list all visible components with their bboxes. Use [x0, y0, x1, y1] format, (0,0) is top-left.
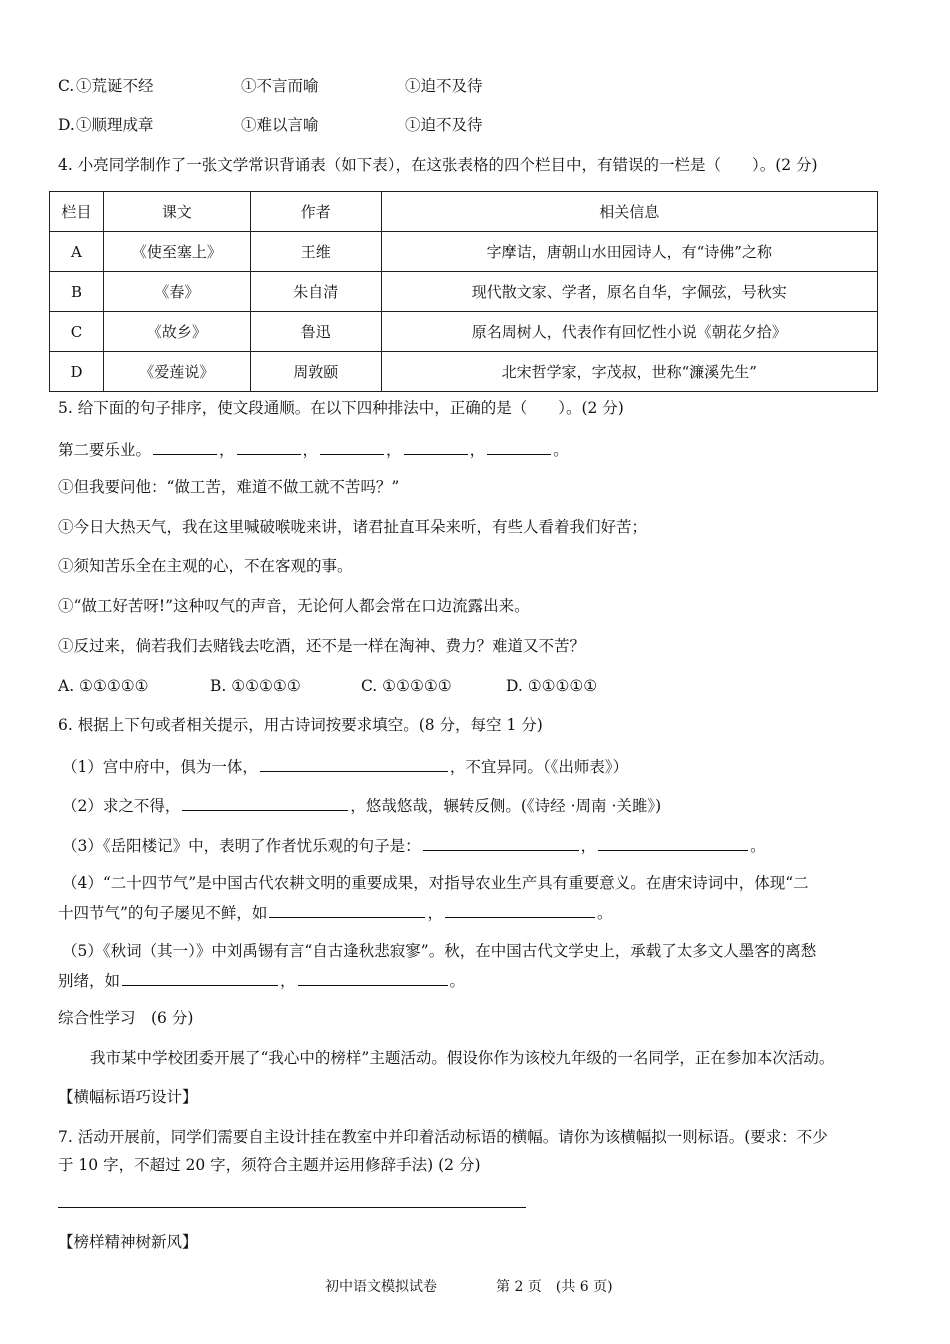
q3-option-c [58, 75, 74, 97]
literature-table [49, 191, 878, 392]
q5-sentence: ①今日大热天气，我在这里喊破喉咙来讲，诸君扯直耳朵来听，有些人看着我们好苦； [58, 518, 648, 536]
q5-sentence: ①但我要问他：“做工苦，难道不做工就不苦吗？” [58, 478, 400, 496]
q5-lead-line: 第二要乐业。 ， ， ， ， 。 [58, 437, 569, 461]
q7-line1: 7. 活动开展前，同学们需要自主设计挂在教室中并印着活动标语的横幅。请你为该横幅拟一则标语。(要求：不少 [58, 1128, 828, 1146]
q3-c-item-3: ①迫不及待 [405, 77, 483, 95]
table-header: 栏目 [50, 192, 104, 232]
answer-blank[interactable] [423, 833, 579, 851]
table-row [50, 352, 878, 392]
q6-item-4-line2: 十四节气”的句子屡见不鲜，如 ， 。 [58, 900, 612, 924]
table-cell: 鲁迅 [250, 312, 381, 352]
answer-blank[interactable] [298, 968, 448, 986]
q5-stem: 5. 给下面的句子排序，使文段通顺。在以下四种排法中，正确的是（ ）。(2 分) [58, 399, 624, 417]
table-header: 课文 [103, 192, 250, 232]
table-cell: C [50, 312, 104, 352]
q6-item-2: （2）求之不得， ，悠哉悠哉，辗转反侧。(《诗经 ·周南 ·关雎》) [62, 793, 661, 817]
answer-blank[interactable] [445, 900, 595, 918]
option-letter: D. [58, 116, 75, 134]
table-header-row [50, 192, 878, 232]
answer-blank[interactable] [269, 900, 425, 918]
answer-blank[interactable] [404, 437, 468, 455]
table-header: 作者 [250, 192, 381, 232]
table-cell: B [50, 272, 104, 312]
table-row [50, 272, 878, 312]
answer-blank[interactable] [122, 968, 278, 986]
part-heading: 【横幅标语巧设计】 [58, 1088, 198, 1106]
q6-item-4-line1: （4）“二十四节气”是中国古代农耕文明的重要成果，对指导农业生产具有重要意义。在唐宋诗词中，体现“二 [62, 874, 809, 892]
answer-blank[interactable] [237, 437, 301, 455]
footer-exam-title: 初中语文模拟试卷 [325, 1279, 437, 1295]
q3-option-d [58, 114, 75, 136]
table-cell: 周敦颐 [250, 352, 381, 392]
q5-lead: 第二要乐业。 [58, 441, 152, 459]
q5-option-d: D. ①①①①① [506, 677, 598, 695]
table-cell: 王维 [250, 232, 381, 272]
q6-item-1: （1）宫中府中，俱为一体， ，不宜异同。（《出师表》） [62, 754, 628, 778]
q5-sentence: ①须知苦乐全在主观的心，不在客观的事。 [58, 557, 353, 575]
q4-stem: 4. 小亮同学制作了一张文学常识背诵表（如下表），在这张表格的四个栏目中，有错误的一栏是（ ）。(2 分) [58, 156, 818, 174]
answer-blank[interactable] [182, 793, 348, 811]
q5-option-a: A. ①①①①① [58, 677, 149, 695]
q6-item-5-line2: 别绪，如 ， 。 [58, 968, 465, 992]
footer-page-number: 第 2 页 (共 6 页) [496, 1279, 613, 1295]
table-cell: 《春》 [103, 272, 250, 312]
table-cell: 朱自清 [250, 272, 381, 312]
answer-blank[interactable] [320, 437, 384, 455]
q5-option-c: C. ①①①①① [361, 677, 452, 695]
answer-blank[interactable] [598, 833, 748, 851]
q3-d-item-3: ①迫不及待 [405, 116, 483, 134]
table-row [50, 312, 878, 352]
table-header: 相关信息 [381, 192, 877, 232]
option-letter: C. [58, 77, 75, 95]
q7-line2: 于 10 字，不超过 20 字，须符合主题并运用修辞手法) (2 分) [58, 1156, 481, 1174]
q6-stem: 6. 根据上下句或者相关提示，用古诗词按要求填空。(8 分，每空 1 分) [58, 716, 543, 734]
q5-sentence: ①“做工好苦呀!”这种叹气的声音，无论何人都会常在口边流露出来。 [58, 597, 530, 615]
answer-blank[interactable] [487, 437, 551, 455]
table-cell: 北宋哲学家，字茂叔，世称“濂溪先生” [381, 352, 877, 392]
answer-blank[interactable] [153, 437, 217, 455]
q3-c-item-1: ①荒诞不经 [76, 77, 154, 95]
table-cell: 《爱莲说》 [103, 352, 250, 392]
table-cell: 字摩诘，唐朝山水田园诗人，有“诗佛”之称 [381, 232, 877, 272]
part-heading: 【榜样精神树新风】 [58, 1233, 198, 1251]
table-cell: A [50, 232, 104, 272]
q3-d-item-2: ①难以言喻 [241, 116, 319, 134]
q6-item-3: （3）《岳阳楼记》中，表明了作者忧乐观的句子是： ， 。 [62, 833, 766, 857]
answer-line[interactable] [58, 1207, 526, 1208]
section-title: 综合性学习 (6 分) [58, 1009, 194, 1027]
table-cell: 《使至塞上》 [103, 232, 250, 272]
section-intro: 我市某中学校团委开展了“我心中的榜样”主题活动。假设你作为该校九年级的一名同学，正在参加本次活动。 [90, 1049, 835, 1067]
q3-c-item-2: ①不言而喻 [241, 77, 319, 95]
table-cell: D [50, 352, 104, 392]
table-cell: 《故乡》 [103, 312, 250, 352]
table-row [50, 232, 878, 272]
q5-sentence: ①反过来，倘若我们去赌钱去吃酒，还不是一样在淘神、费力？难道又不苦？ [58, 637, 586, 655]
q6-item-5-line1: （5）《秋词（其一）》中刘禹锡有言“自古逢秋悲寂寥”。秋，在中国古代文学史上，承载了太多文人墨客的离愁 [62, 942, 817, 960]
answer-blank[interactable] [260, 754, 448, 772]
table-cell: 原名周树人，代表作有回忆性小说《朝花夕拾》 [381, 312, 877, 352]
table-cell: 现代散文家、学者，原名自华，字佩弦，号秋实 [381, 272, 877, 312]
q5-option-b: B. ①①①①① [210, 677, 301, 695]
q3-d-item-1: ①顺理成章 [76, 116, 154, 134]
